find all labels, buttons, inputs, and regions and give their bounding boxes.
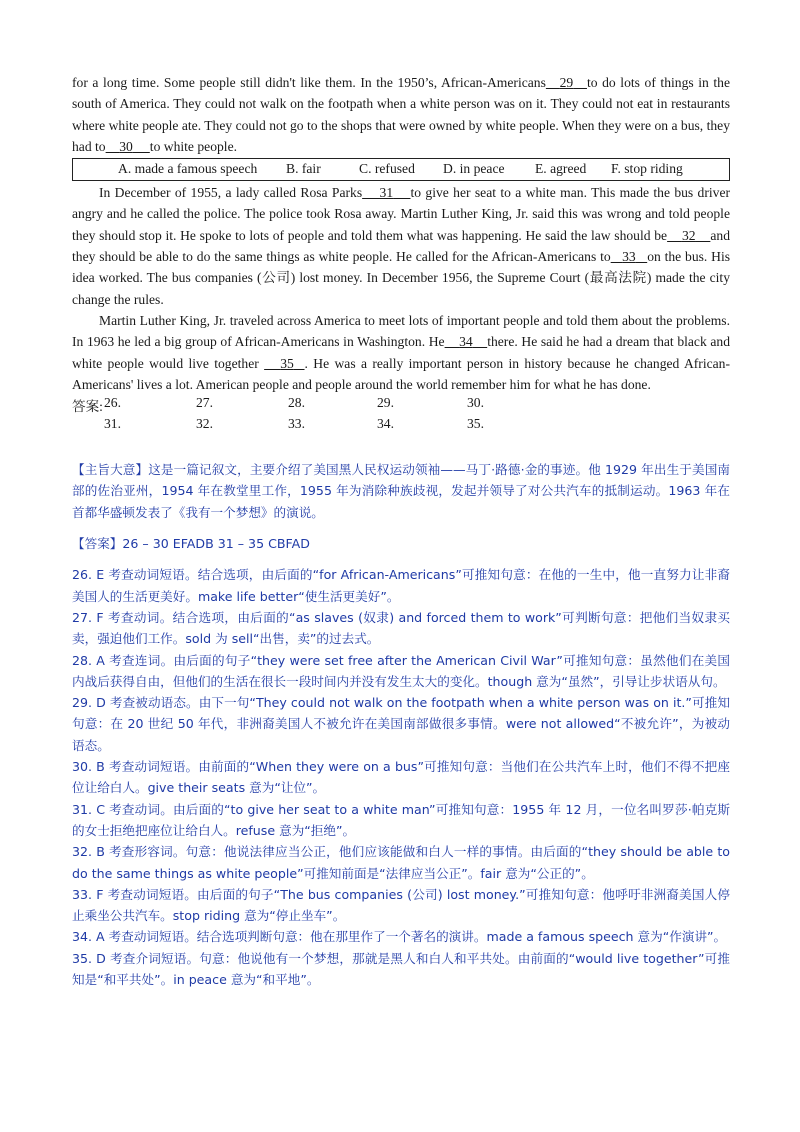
answer-number: 27. — [196, 395, 213, 411]
passage-paragraph-1-end — [72, 72, 730, 157]
answer-slot-30 — [467, 395, 484, 411]
spacer — [72, 523, 730, 533]
analysis-item-26: 26. E 考查动词短语。结合选项，由后面的“for African-Americans”可推知句意：在他的一生中，他一直努力让非裔美国人的生活更美好。make life better“使生活更美好”。 — [72, 567, 730, 604]
spacer — [72, 554, 730, 564]
blank-33 — [611, 249, 622, 264]
blank-35-tail — [294, 356, 305, 371]
passage-text: there. He said he had a dream that black and white people would live together — [72, 334, 731, 371]
blank-34-number: 34 — [459, 334, 473, 350]
blank-31-tail — [393, 185, 410, 200]
spacer — [72, 437, 730, 459]
passage-text: for a long time. Some people still didn't like them. In the 1950’s, African-Americans — [72, 75, 546, 90]
option-c: C. refused — [359, 161, 415, 177]
passage-text: In December of 1955, a lady called Rosa Parks — [99, 185, 363, 201]
answer-number: 35. — [467, 416, 484, 432]
passage-text: to do lots of things in the south of America. They could not walk on the footpath when a white person was on it. They could not eat in restaurants where white people ate. They could not go to the shops that were owned by white people. When they were on a bus, they had to — [72, 75, 731, 154]
options-box — [72, 158, 730, 181]
passage-text: on the bus. His idea worked. The bus companies (公司) lost money. In December 1956, the Supreme Court (最高法院) made the city change the rules. — [72, 249, 731, 307]
answer-slot-32 — [196, 416, 213, 432]
answer-slot-35 — [467, 416, 484, 432]
answer-number: 29. — [377, 395, 394, 411]
analysis-item-29: 29. D 考查被动语态。由下一句“They could not walk on the footpath when a white person was on it.”可推知句意：在 20 世纪 50 年代，非洲裔美国人不被允许在美国南部做很多事情。were not allowed“不被允许”，为被动语态。 — [72, 695, 730, 753]
answer-number: 30. — [467, 395, 484, 411]
blank-32-number: 32 — [681, 227, 696, 243]
answer-number: 26. — [104, 395, 121, 411]
answer-slot-27 — [196, 395, 213, 411]
answer-number: 33. — [288, 416, 305, 432]
document-page — [72, 72, 730, 990]
passage-text: to white people. — [149, 138, 238, 154]
blank-31-number: 31 — [379, 185, 394, 201]
blank-31 — [362, 185, 379, 200]
blank-35 — [264, 356, 280, 371]
blank-29-number: 29 — [559, 75, 574, 90]
analysis-item-28: 28. A 考查连词。由后面的句子“they were set free after the American Civil War”可推知句意：虽然他们在美国内战后获得自由，但他们的生活在很长一段时间内并没有发生太大的变化。though 意为“虽然”，引导让步状语从句。 — [72, 652, 730, 689]
answer-number: 28. — [288, 395, 305, 411]
option-b: B. fair — [286, 161, 321, 177]
answer-number: 31. — [104, 416, 121, 432]
blank-33-tail — [636, 249, 647, 264]
option-e: E. agreed — [535, 161, 587, 177]
answer-number: 34. — [377, 416, 394, 432]
passage-text: Martin Luther King, Jr. traveled across America to meet lots of important people and told them about the problems. In 1963 he led a big group of African-Americans in Washington. He — [72, 312, 730, 350]
analysis-item-33: 33. F 考查动词短语。由后面的句子“The bus companies (公司) lost money.”可推知句意：他呼吁非洲裔美国人停止乘坐公共汽车。stop riding 意为“停止坐车”。 — [72, 886, 730, 924]
analysis-item-32: 32. B 考查形容词。句意：他说法律应当公正，他们应该能做和白人一样的事情。由后面的“they should be able to do the same things as white people”可推知前面是“法律应当公正”。fair 意为“公正的”。 — [72, 844, 730, 881]
answer-slot-34 — [377, 416, 394, 432]
blank-30-tail — [133, 139, 150, 154]
analysis-item-27: 27. F 考查动词。结合选项，由后面的“as slaves (奴隶) and forced them to work”可判断句意：把他们当奴隶买卖，强迫他们工作。sold 为 sell“出售，卖”的过去式。 — [72, 609, 730, 647]
blank-34 — [445, 334, 460, 349]
answer-label: 答案: — [72, 399, 103, 415]
blank-30-number: 30 — [119, 138, 133, 154]
analysis-answer-key: 【答案】26 – 30 EFADB 31 – 35 CBFAD — [72, 536, 310, 552]
blank-32 — [667, 228, 682, 243]
blank-29-tail — [573, 75, 587, 90]
answer-number: 32. — [196, 416, 213, 432]
answer-slot-31 — [104, 416, 121, 432]
blank-29 — [546, 75, 560, 90]
blank-30 — [106, 139, 120, 154]
answer-slot-28 — [288, 395, 305, 411]
option-d: D. in peace — [443, 161, 505, 177]
passage-text: and they should be able to do the same things as white people. He called for the African-Americans to — [72, 227, 731, 265]
passage-text: . He was a really important person in history because he changed African-Americans' lives a lot. American people and people around the world remember him for what he has done. — [72, 355, 731, 392]
blank-34-tail — [473, 334, 488, 349]
option-a: A. made a famous speech — [118, 161, 258, 177]
answer-slot-33 — [288, 416, 305, 432]
analysis-item-35: 35. D 考查介词短语。句意：他说他有一个梦想，那就是黑人和白人和平共处。由前面的“would live together”可推知是“和平共处”。in peace 意为“和平地”。 — [72, 950, 730, 987]
analysis-summary: 【主旨大意】这是一篇记叙文，主要介绍了美国黑人民权运动领袖——马丁·路德·金的事迹。他 1929 年出生于美国南部的佐治亚州，1954 年在教堂里工作，1955 年为消除种族歧视，发起并领导了对公共汽车的抵制运动。1963 年在首都华盛顿发表了《我有一个梦想》的演说。 — [72, 462, 730, 520]
answer-row-2 — [72, 416, 730, 437]
passage-paragraph-2 — [72, 182, 730, 310]
analysis-item-30: 30. B 考查动词短语。由前面的“When they were on a bus”可推知句意：当他们在公共汽车上时，他们不得不把座位让给白人。give their seats 意为“让位”。 — [72, 759, 730, 796]
analysis-item-34: 34. A 考查动词短语。结合选项判断句意：他在那里作了一个著名的演讲。made a famous speech 意为“作演讲”。 — [72, 929, 727, 945]
option-f: F. stop riding — [611, 161, 683, 177]
analysis-item-31: 31. C 考查动词。由后面的“to give her seat to a white man”可推知句意：1955 年 12 月，一位名叫罗莎·帕克斯的女士拒绝把座位让给白人。refuse 意为“拒绝”。 — [72, 801, 730, 838]
passage-text: to give her seat to a white man. This made the bus driver angry and he called the police. The police took Rosa away. Martin Luther King, Jr. said this was wrong and told people they should stop it. He spoke to lots of people and told them what was happening. He said the law should be — [72, 185, 731, 243]
blank-35-number: 35 — [280, 355, 294, 371]
answer-slot-26 — [104, 395, 121, 411]
answer-row-1 — [72, 395, 730, 416]
blank-33-number: 33 — [622, 249, 636, 265]
answer-slot-29 — [377, 395, 394, 411]
blank-32-tail — [696, 228, 711, 243]
passage-paragraph-3 — [72, 310, 730, 395]
